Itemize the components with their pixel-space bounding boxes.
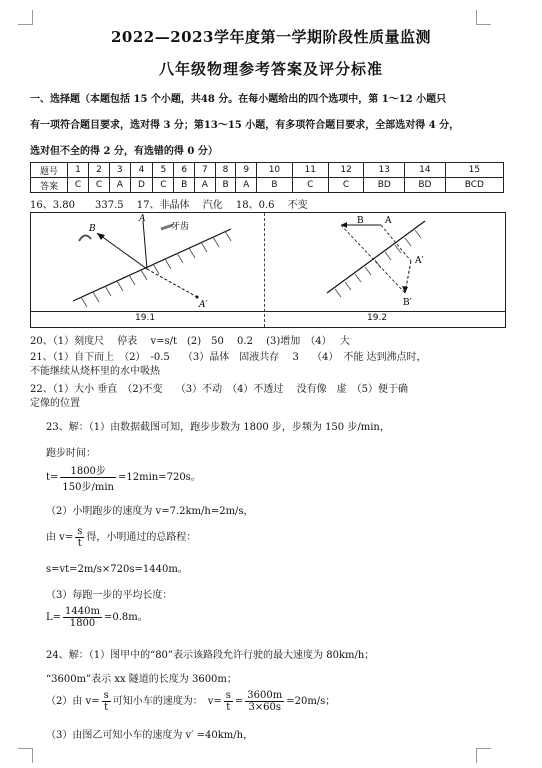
question-number-cell: 6 [174, 163, 195, 178]
fig2-label-A: A [385, 216, 392, 226]
answer-cell: C [153, 178, 174, 193]
question-number-cell: 15 [445, 163, 503, 178]
q24-numerator-2: s [225, 690, 231, 701]
section1-line2: 有一项符合题目要求，选对得 3 分；第13～15 小题，有多项符合题目要求，全部选对得 4 分， [30, 120, 460, 131]
fig1-label-tooth: 牙齿 [171, 222, 190, 232]
section1-line1: 一、选择题（本题包括 15 个小题，共48 分。在每小题给出的四个选项中，第 1～12 小题只 [30, 94, 447, 105]
question-number-cell: 5 [153, 163, 174, 178]
image-point [196, 296, 199, 299]
crop-mark-bottom-left [18, 748, 33, 763]
answer-row [31, 178, 504, 193]
q24-numerator-3: 3600m [247, 690, 283, 701]
answer-cell: BCD [445, 178, 503, 193]
q23-length-formula [46, 606, 148, 629]
q24-line4: （3）由图乙可知小车的速度为 v′ =40km/h， [46, 730, 254, 741]
t-fraction [60, 462, 116, 493]
question-number-cell: 4 [130, 163, 153, 178]
q24-line1: 24、解：（1）图甲中的“80”表示该路段允许行驶的最大速度为 80km/h； [46, 650, 375, 661]
mirror-hatching [81, 231, 231, 307]
question-number-cell: 2 [88, 163, 109, 178]
v-fraction [75, 526, 84, 549]
L-numerator: 1440m [65, 606, 100, 617]
v-suffix: 得，小明通过的总路程： [86, 532, 197, 543]
fig2-caption: 19.2 [367, 313, 388, 323]
crop-mark-top-right [476, 10, 491, 25]
fig2-label-A-prime: A′ [415, 256, 424, 266]
q23-time-formula [46, 462, 201, 493]
q24-fraction-3 [245, 690, 284, 713]
q24-line2: “3600m”表示 xx 隧道的长度为 3600m； [46, 674, 237, 685]
answer-cell: BD [405, 178, 446, 193]
q21-answer-line1: 21、（1）自下而上 （2） -0.5 （3）晶体 固液共存 3 （4） 不能 达到沸点时， [30, 352, 427, 363]
question-number-cell: 1 [68, 163, 89, 178]
q24-l3-text-c: = [234, 696, 244, 707]
L-denominator: 1800 [69, 618, 96, 629]
q24-numerator-1: s [103, 690, 109, 701]
reflected-ray [97, 233, 147, 269]
answer-cell: B [257, 178, 293, 193]
q24-line3 [46, 690, 335, 713]
answer-cell: A [236, 178, 257, 193]
v-prefix: 由 v= [46, 532, 74, 543]
object-arrowhead [341, 222, 347, 228]
document-subtitle: 八年级物理参考答案及评分标准 [158, 60, 383, 78]
answer-cell: C [88, 178, 109, 193]
question-number-cell: 9 [236, 163, 257, 178]
t-numerator: 1800步 [60, 462, 116, 478]
L-prefix: L= [46, 612, 62, 623]
L-suffix: =0.8m。 [103, 612, 148, 623]
q22-answer-line1: 22、（1）大小 垂直 （2)不变 （3）不动 （4）不透过 没有像 虚 （5）便于确 [30, 384, 408, 395]
question-number-cell: 7 [195, 163, 216, 178]
t-suffix: =12min=720s。 [117, 472, 201, 483]
q24-l3-text-d: =20m/s； [286, 696, 336, 707]
fig1-label-B: B [89, 224, 96, 234]
q23-line1: 23、解：（1）由数据截图可知，跑步步数为 1800 步，步频为 150 步/min， [46, 422, 390, 433]
b-perpendicular [341, 225, 405, 293]
q24-denominator-1: t [104, 702, 109, 713]
crop-mark-top-left [18, 10, 33, 25]
question-number-label: 题号 [31, 163, 68, 178]
question-number-row [31, 163, 504, 178]
question-number-cell: 10 [257, 163, 293, 178]
answer-cell: A [109, 178, 130, 193]
q16-answer: 16、3.80 337.5 17、非晶体 汽化 18、0.6 不变 [30, 200, 308, 211]
crop-mark-bottom-right [476, 748, 491, 763]
image-arrowhead [402, 286, 408, 293]
question-number-cell: 12 [328, 163, 364, 178]
answer-cell: BD [364, 178, 405, 193]
q21-answer-line2: 不能继续从烧杯里的水中吸热 [30, 366, 160, 377]
question-number-cell: 11 [292, 163, 328, 178]
q24-denominator-2: t [226, 702, 231, 713]
answer-cell: C [68, 178, 89, 193]
fig2-label-B: B [357, 216, 364, 226]
q24-l3-text-b: 可知小车的速度为： v= [112, 696, 222, 707]
answer-cell: B [215, 178, 236, 193]
fig1-label-A: A [139, 214, 146, 224]
question-number-cell: 13 [364, 163, 405, 178]
figure-19-2 [265, 213, 505, 311]
mirror-hatching-2 [335, 230, 421, 297]
fig2-label-B-prime: B′ [403, 298, 412, 308]
answer-label: 答案 [31, 178, 68, 193]
answer-cell: A [195, 178, 216, 193]
question-number-cell: 8 [215, 163, 236, 178]
eye-icon [79, 235, 91, 241]
q22-answer-line2: 定像的位置 [30, 398, 80, 409]
q23-line4: （2）小明跑步的速度为 v=7.2km/h=2m/s， [46, 506, 254, 517]
q23-line5 [46, 526, 196, 549]
fig1-caption: 19.1 [135, 313, 156, 323]
incident-ray [143, 221, 147, 269]
t-denominator: 150步/min [62, 482, 114, 493]
q24-fraction-1 [102, 690, 111, 713]
t-prefix: t= [46, 472, 59, 483]
virtual-ray [147, 269, 197, 297]
caption-row [31, 311, 505, 328]
answer-cell: D [130, 178, 153, 193]
ray-arrowhead [97, 233, 105, 240]
q23-line2: 跑步时间： [46, 448, 96, 459]
q24-denominator-3: 3×60s [248, 702, 282, 713]
L-fraction [63, 606, 102, 629]
q24-l3-text-a: （2）由 v= [46, 696, 100, 707]
q20-answer: 20、（1）刻度尺 停表 v=s/t (2) 50 0.2 (3)增加 （4） 大 [30, 336, 350, 347]
answer-cell: C [292, 178, 328, 193]
q23-line6: s=vt=2m/s×720s=1440m。 [46, 564, 188, 575]
v-numerator: s [77, 526, 83, 537]
mirror-surface [73, 229, 231, 301]
v-denominator: t [77, 538, 82, 549]
q23-line7: （3）每跑一步的平均长度： [46, 590, 173, 601]
fig1-label-A-prime: A′ [199, 300, 208, 310]
answer-cell: C [328, 178, 364, 193]
document-title: 2022—2023学年度第一学期阶段性质量监测 [111, 28, 431, 46]
figure-box [30, 212, 506, 328]
mirror-surface-2 [327, 221, 425, 293]
q24-fraction-2 [224, 690, 233, 713]
question-number-cell: 14 [405, 163, 446, 178]
answer-cell: B [174, 178, 195, 193]
section1-line3: 选对但不全的得 2 分，有选错的得 0 分） [30, 146, 218, 157]
question-number-cell: 3 [109, 163, 130, 178]
answer-table [30, 162, 504, 193]
